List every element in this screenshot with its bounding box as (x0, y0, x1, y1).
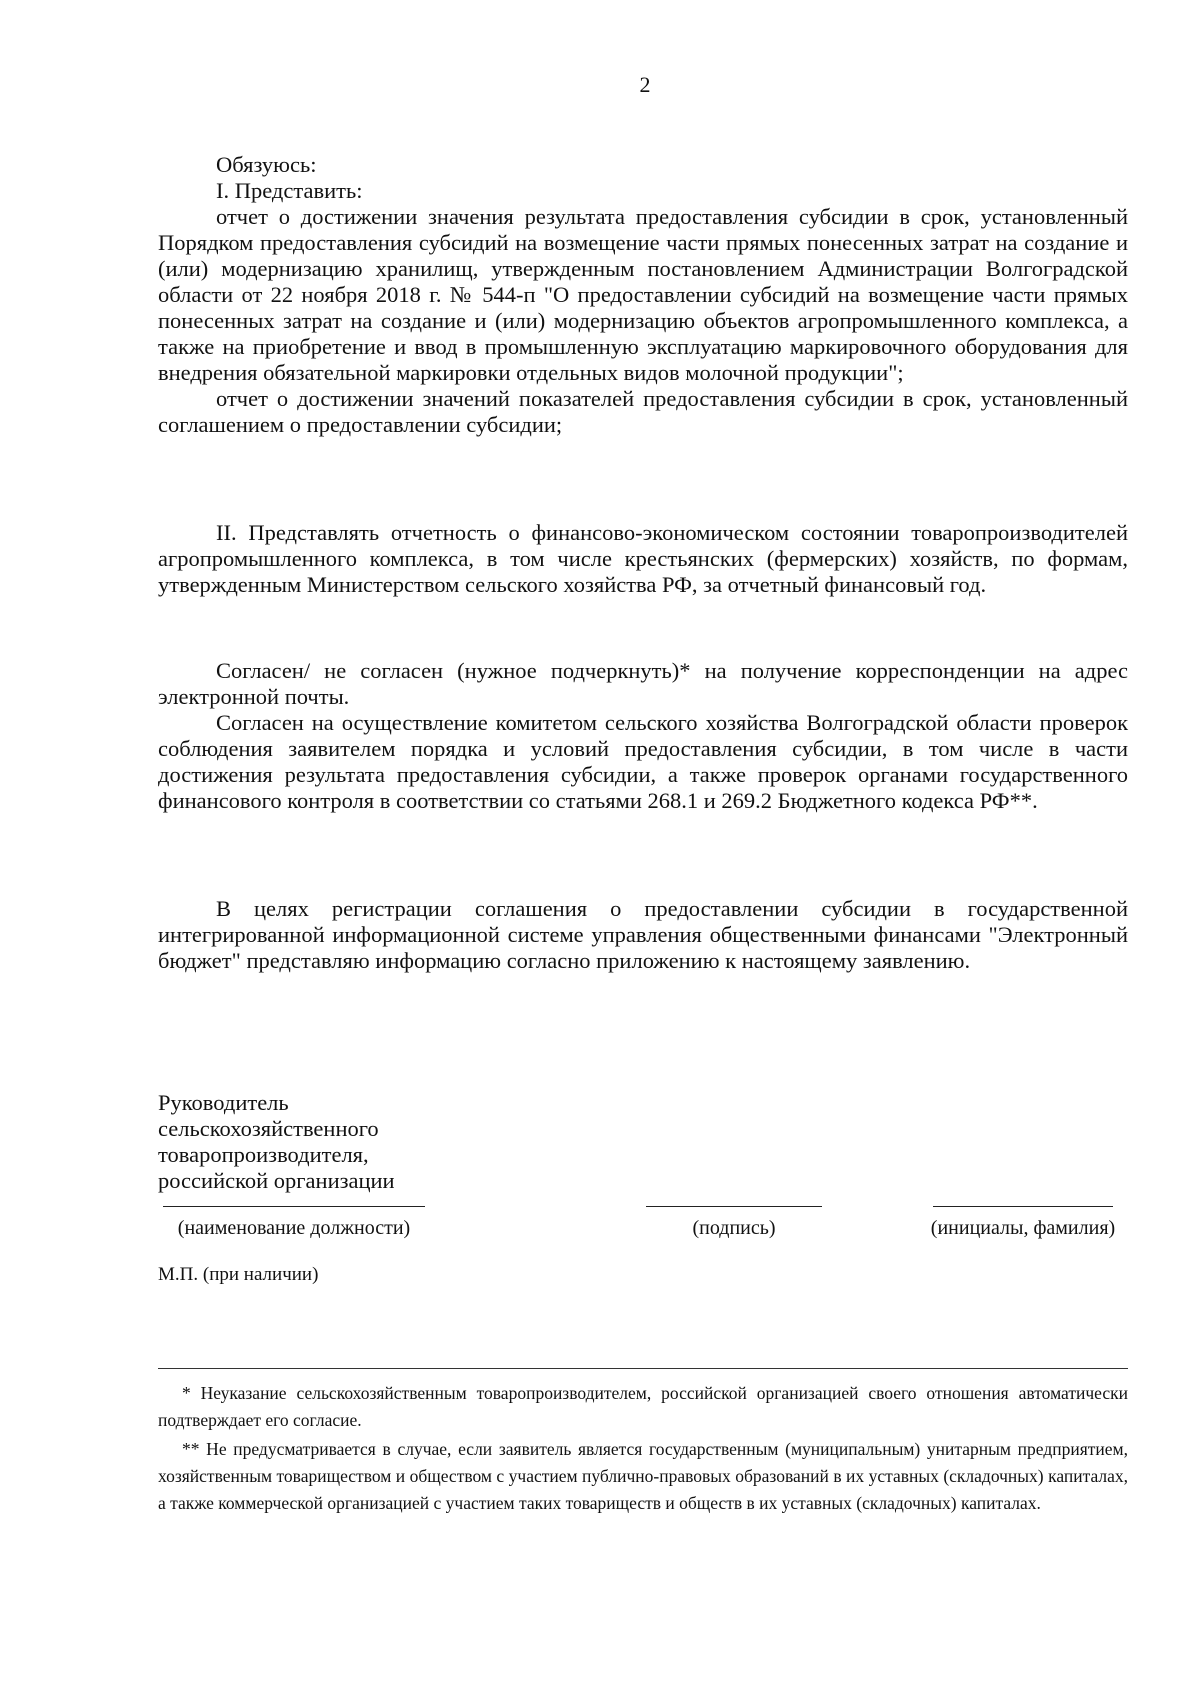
signature-caption: (подпись) (692, 1217, 776, 1239)
signatory-line-1: Руководитель (158, 1090, 289, 1115)
signature-line (646, 1206, 822, 1207)
name-line (933, 1206, 1113, 1207)
signatory-line-4: российской организации (158, 1168, 395, 1193)
signatory-line-2: сельскохозяйственного (158, 1116, 379, 1141)
obligations-heading: Обязуюсь: (216, 152, 317, 177)
name-field (912, 1206, 1134, 1240)
consent-section (158, 658, 1128, 814)
stamp-note: М.П. (при наличии) (158, 1264, 319, 1285)
signatory-heading (158, 1090, 395, 1194)
consent-email-paragraph: Согласен/ не согласен (нужное подчеркнуть)* на получение корреспонденции на адрес электронной почты. (158, 658, 1128, 709)
footnotes (158, 1380, 1128, 1519)
position-field (160, 1206, 428, 1240)
item-one-heading: I. Представить: (216, 178, 363, 203)
obligations-section (158, 152, 1128, 438)
position-line (163, 1206, 425, 1207)
footnote-divider (158, 1368, 1128, 1369)
footnote-2: ** Не предусматривается в случае, если заявитель является государственным (муниципальным) унитарным предприятием, хозяйственным товариществом и обществом с участием публично-правовых образований в их уставных (складочных) капиталах, а также коммерческой организацией с участием таких товариществ и обществ в их уставных (складочных) капиталах. (158, 1439, 1128, 1513)
registration-paragraph: В целях регистрации соглашения о предоставлении субсидии в государственной интегрированной информационной системе управления общественными финансами "Электронный бюджет" представляю информацию согласно приложению к настоящему заявлению. (158, 896, 1128, 973)
consent-checks-paragraph: Согласен на осуществление комитетом сельского хозяйства Волгоградской области проверок соблюдения заявителем порядка и условий предоставления субсидии, в том числе в части достижения результата предоставления субсидии, а также проверок органами государственного финансового контроля в соответствии со статьями 268.1 и 269.2 Бюджетного кодекса РФ**. (158, 710, 1128, 813)
report-indicators-paragraph: отчет о достижении значений показателей предоставления субсидии в срок, установленный соглашением о предоставлении субсидии; (158, 386, 1128, 437)
name-caption: (инициалы, фамилия) (930, 1217, 1116, 1239)
section-two (158, 520, 1128, 598)
signature-fields (0, 1206, 1200, 1266)
footnote-1: * Неуказание сельскохозяйственным товаропроизводителем, российской организацией своего отношения автоматически подтверждает его согласие. (158, 1383, 1128, 1430)
section-two-paragraph: II. Представлять отчетность о финансово-экономическом состоянии товаропроизводителей агропромышленного комплекса, в том числе крестьянских (фермерских) хозяйств, по формам, утвержденным Министерством сельского хозяйства РФ, за отчетный финансовый год. (158, 520, 1128, 597)
registration-section (158, 896, 1128, 974)
page-number: 2 (639, 72, 651, 97)
report-result-paragraph: отчет о достижении значения результата предоставления субсидии в срок, установленный Порядком предоставления субсидий на возмещение части прямых понесенных затрат на создание и (или) модернизацию хранилищ, утвержденным постановлением Администрации Волгоградской области от 22 ноября 2018 г. № 544-п "О предоставлении субсидий на возмещение части прямых понесенных затрат на создание и (или) модернизацию объектов агропромышленного комплекса, а также на приобретение и ввод в промышленную эксплуатацию маркировочного оборудования для внедрения обязательной маркировки отдельных видов молочной продукции"; (158, 204, 1128, 385)
signature-field (644, 1206, 824, 1240)
signatory-line-3: товаропроизводителя, (158, 1142, 369, 1167)
position-caption: (наименование должности) (177, 1217, 411, 1239)
